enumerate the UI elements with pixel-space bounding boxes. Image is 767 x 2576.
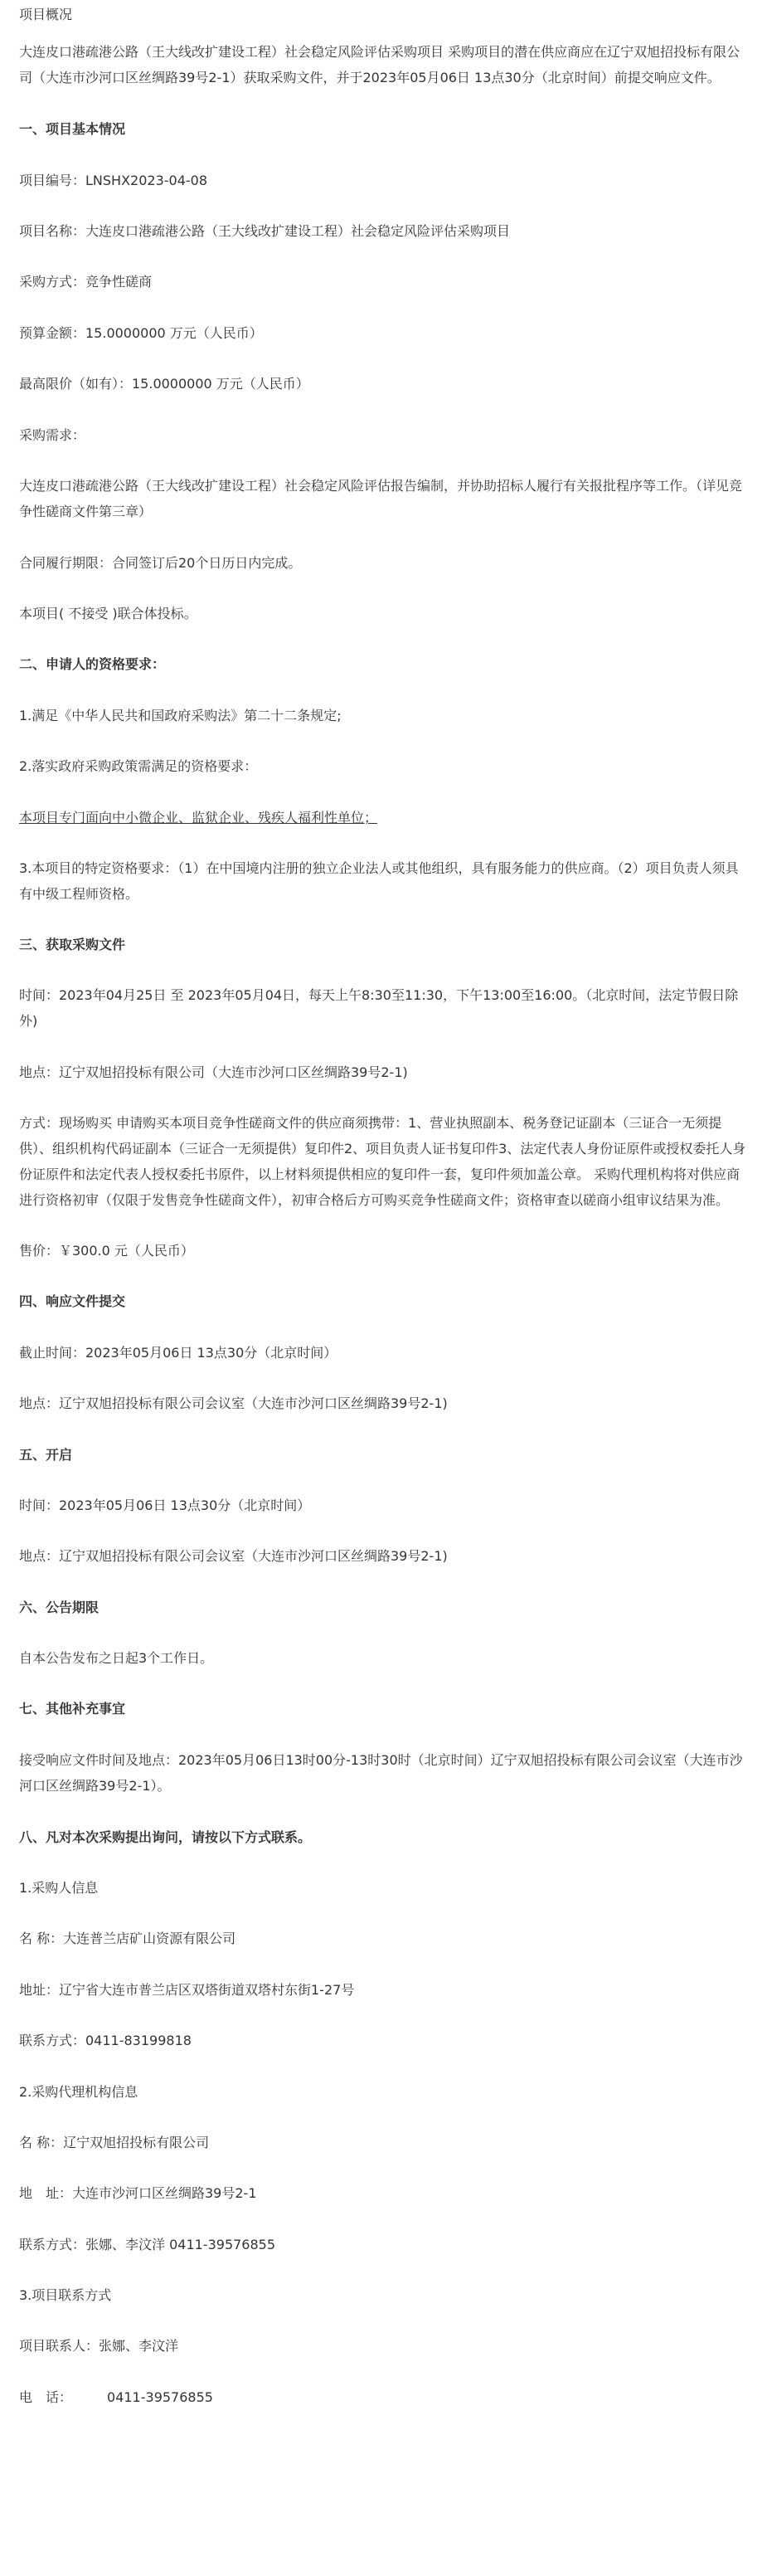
agency-address: 地 址：大连市沙河口区丝绸路39号2-1 [19,2185,257,2201]
qualification-item-2-detail: 本项目专门面向中小微企业、监狱企业、残疾人福利性单位； [19,810,378,825]
qualification-item-1: 1.满足《中华人民共和国政府采购法》第二十二条规定; [19,708,342,723]
obtain-docs-method: 方式：现场购买 申请购买本项目竞争性磋商文件的供应商须携带：1、营业执照副本、税务登记证副本（三证合一无须提供）、组织机构代码证副本（三证合一无须提供）复印件2、项目负责人证书复印件3、法定代表人身份证原件或授权委托人身份证原件和法定代表人授权委托书原件，以上材料须提供相应的复印件一套，复印件须加盖公章。 采购代理机构将对供应商进行资格初审（仅限于发售竞争性磋商文件），初审合格后方可购买竞争性磋商文件；资格审查以磋商小组审议结果为准。 [19,1115,746,1208]
section-opening-heading: 五、开启 [19,1447,73,1463]
buyer-info-heading: 1.采购人信息 [19,1880,99,1896]
section-submission-heading: 四、响应文件提交 [19,1293,126,1309]
overview-title: 项目概况 [19,7,73,22]
procurement-demand-text: 大连皮口港疏港公路（王大线改扩建设工程）社会稳定风险评估报告编制，并协助招标人履行有关报批程序等工作。（详见竞争性磋商文件第三章） [19,478,743,519]
project-contact-phone [19,2384,750,2410]
notice-period-text: 自本公告发布之日起3个工作日。 [19,1650,214,1666]
procurement-demand-label: 采购需求： [19,427,86,443]
section-qualification-heading: 二、申请人的资格要求： [19,656,166,672]
agency-contact: 联系方式：张娜、李汶洋 0411-39576855 [19,2237,276,2252]
buyer-name: 名 称：大连普兰店矿山资源有限公司 [19,1931,236,1946]
obtain-docs-time: 时间：2023年04月25日 至 2023年05月04日，每天上午8:30至11:30，下午13:00至16:00。（北京时间，法定节假日除外) [19,987,739,1029]
qualification-item-3: 3.本项目的特定资格要求：（1）在中国境内注册的独立企业法人或其他组织，具有服务能力的供应商。（2）项目负责人须具有中级工程师资格。 [19,860,739,902]
agency-info-heading: 2.采购代理机构信息 [19,2084,138,2100]
project-contact-heading: 3.项目联系方式 [19,2287,112,2303]
overview-intro: 大连皮口港疏港公路（王大线改扩建设工程）社会稳定风险评估采购项目 采购项目的潜在供应商应在辽宁双旭招投标有限公司（大连市沙河口区丝绸路39号2-1）获取采购文件，并于2023年05月06日 13点30分（北京时间）前提交响应文件。 [19,44,740,85]
contract-period: 合同履行期限：合同签订后20个日历日内完成。 [19,555,302,571]
section-other-matters-heading: 七、其他补充事宜 [19,1701,126,1717]
obtain-docs-price: 售价：￥300.0 元（人民币） [19,1243,194,1259]
project-name: 项目名称：大连皮口港疏港公路（王大线改扩建设工程）社会稳定风险评估采购项目 [19,223,511,239]
section-basic-info-heading: 一、项目基本情况 [19,121,126,137]
submission-deadline: 截止时间：2023年05月06日 13点30分（北京时间） [19,1345,337,1361]
max-price: 最高限价（如有）：15.0000000 万元（人民币） [19,376,309,392]
project-contact-person: 项目联系人：张娜、李汶洋 [19,2338,179,2354]
phone-label: 电 话： [19,2389,73,2405]
qualification-item-2: 2.落实政府采购政策需满足的资格要求： [19,758,258,774]
obtain-docs-place: 地点：辽宁双旭招投标有限公司（大连市沙河口区丝绸路39号2-1) [19,1064,408,1080]
section-contact-heading: 八、凡对本次采购提出询问，请按以下方式联系。 [19,1829,312,1845]
section-obtain-docs-heading: 三、获取采购文件 [19,937,126,952]
consortium-policy: 本项目( 不接受 )联合体投标。 [19,606,197,621]
buyer-address: 地址：辽宁省大连市普兰店区双塔街道双塔村东街1-27号 [19,1982,355,1998]
phone-number: 0411-39576855 [107,2389,213,2405]
submission-place: 地点：辽宁双旭招投标有限公司会议室（大连市沙河口区丝绸路39号2-1) [19,1395,448,1411]
buyer-contact: 联系方式：0411-83199818 [19,2033,192,2048]
other-matters-text: 接受响应文件时间及地点：2023年05月06日13时00分-13时30时（北京时间）辽宁双旭招投标有限公司会议室（大连市沙河口区丝绸路39号2-1）。 [19,1752,743,1794]
section-notice-period-heading: 六、公告期限 [19,1600,100,1615]
agency-name: 名 称：辽宁双旭招投标有限公司 [19,2135,210,2150]
opening-time: 时间：2023年05月06日 13点30分（北京时间） [19,1497,311,1513]
procurement-method: 采购方式：竞争性磋商 [19,274,153,290]
budget-amount: 预算金额：15.0000000 万元（人民币） [19,325,263,341]
opening-place: 地点：辽宁双旭招投标有限公司会议室（大连市沙河口区丝绸路39号2-1) [19,1548,448,1564]
project-number: 项目编号：LNSHX2023-04-08 [19,173,208,188]
